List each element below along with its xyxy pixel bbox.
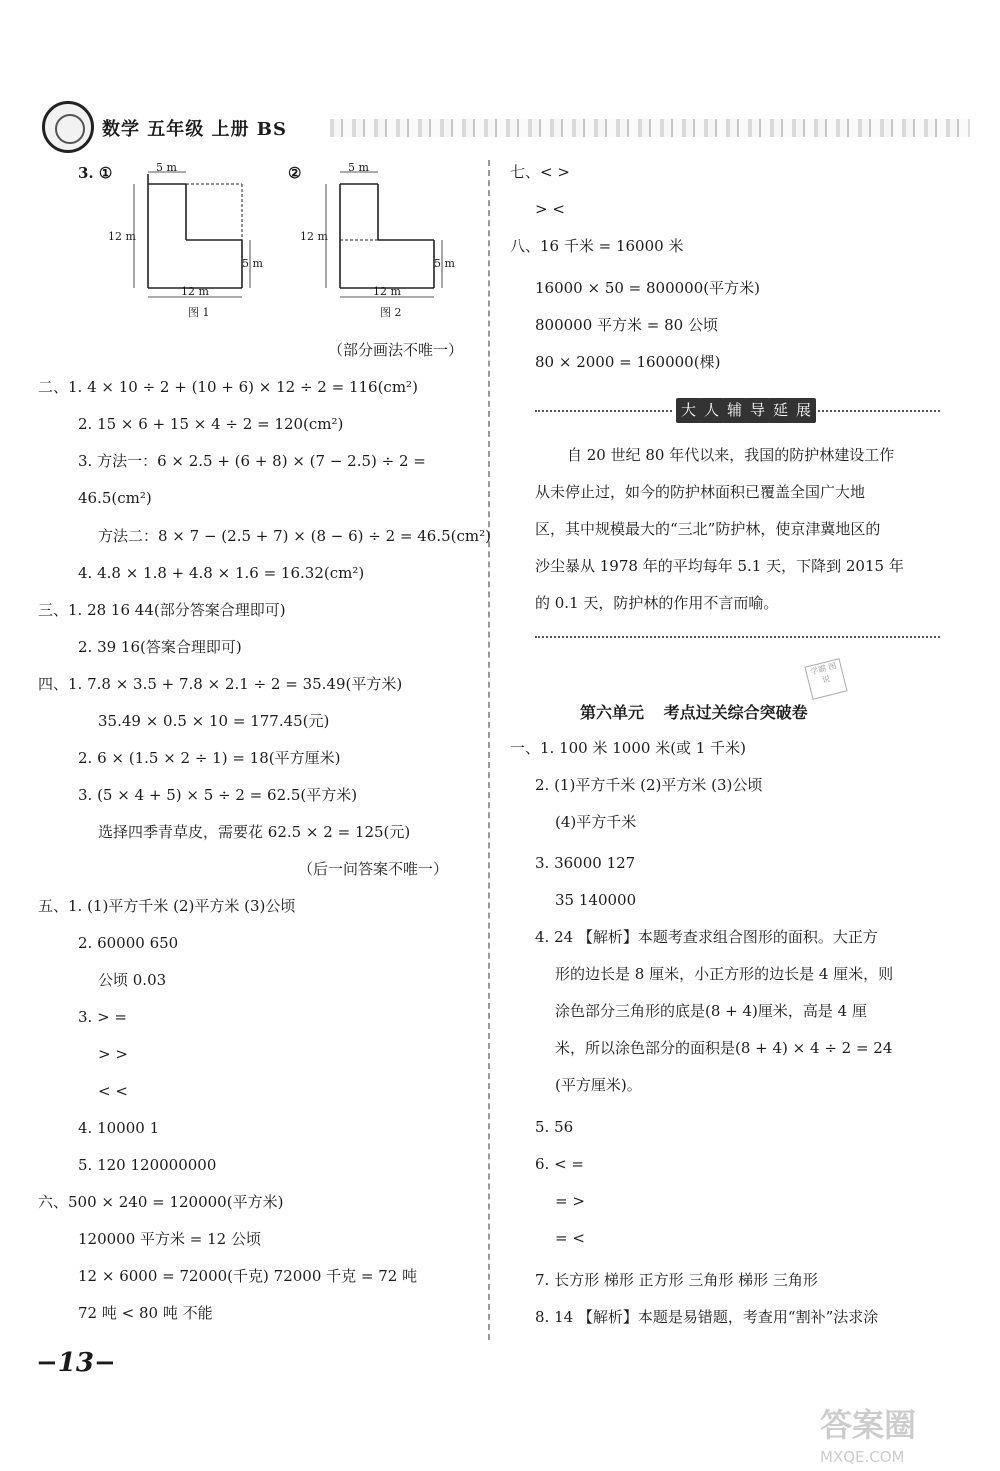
- left-line: > >: [98, 1045, 128, 1063]
- right-line: 800000 平方米 = 80 公顷: [535, 316, 718, 334]
- right-line: 8. 14 【解析】本题是易错题，考查用“割补”法求涂: [535, 1308, 879, 1326]
- left-line: 46.5(cm²): [78, 489, 152, 507]
- right-line: 3. 36000 127: [535, 854, 636, 872]
- left-line: 3. > =: [78, 1008, 127, 1026]
- right-line: 七、< >: [510, 163, 570, 181]
- paragraph-line: 从未停止过，如今的防护林面积已覆盖全国广大地: [535, 483, 866, 501]
- fig2-bottom-label: 12 m: [373, 285, 401, 298]
- left-line: 五、1. (1)平方千米 (2)平方米 (3)公顷: [38, 897, 296, 915]
- fig2-right-label: 5 m: [434, 257, 455, 270]
- left-line: 二、1. 4 × 10 ÷ 2 + (10 + 6) × 12 ÷ 2 = 116(cm²): [38, 378, 418, 396]
- q3-label: 3. ①: [78, 164, 113, 182]
- fig2-caption: 图 2: [380, 306, 402, 319]
- banner-char: 展: [791, 398, 816, 423]
- banner-char: 导: [745, 398, 770, 423]
- paragraph-line: 沙尘暴从 1978 年的平均每年 5.1 天，下降到 2015 年: [535, 557, 904, 575]
- q3-label-2: ②: [288, 164, 302, 182]
- watermark-url: MXQE.COM: [820, 1448, 905, 1466]
- right-line: 4. 24 【解析】本题考查求组合图形的面积。大正方: [535, 928, 878, 946]
- right-line: (平方厘米)。: [555, 1076, 642, 1094]
- left-line: 2. 6 × (1.5 × 2 ÷ 1) = 18(平方厘米): [78, 749, 341, 767]
- note-drawing-not-unique: （部分画法不唯一）: [328, 341, 464, 359]
- stamp-badge: 学霸 图说: [804, 658, 847, 700]
- left-line: 公顷 0.03: [98, 971, 167, 989]
- left-line: 12 × 6000 = 72000(千克) 72000 千克 = 72 吨: [78, 1267, 418, 1285]
- column-divider: [488, 160, 490, 1340]
- right-line: (4)平方千米: [555, 813, 637, 831]
- right-line: 涂色部分三角形的底是(8 + 4)厘米，高是 4 厘: [555, 1002, 867, 1020]
- right-line: 35 140000: [555, 891, 637, 909]
- left-line: 六、500 × 240 = 120000(平方米): [38, 1193, 284, 1211]
- fig1-right-label: 5 m: [242, 257, 263, 270]
- left-line: 3. (5 × 4 + 5) × 5 ÷ 2 = 62.5(平方米): [78, 786, 358, 804]
- banner-char: 大: [676, 398, 701, 423]
- left-line: 2. 60000 650: [78, 934, 179, 952]
- right-line: 5. 56: [535, 1118, 574, 1136]
- right-line: 2. (1)平方千米 (2)平方米 (3)公顷: [535, 776, 763, 794]
- left-line: < <: [98, 1082, 128, 1100]
- header-decoration: [330, 119, 970, 137]
- left-line: 72 吨 < 80 吨 不能: [78, 1304, 213, 1322]
- paragraph-line: 的 0.1 天，防护林的作用不言而喻。: [535, 594, 779, 612]
- right-line: 八、16 千米 = 16000 米: [510, 237, 684, 255]
- left-line: 2. 15 × 6 + 15 × 4 ÷ 2 = 120(cm²): [78, 415, 344, 433]
- figure-2: [300, 160, 470, 329]
- fig2-left-label: 12 m: [300, 230, 328, 243]
- right-line: 一、1. 100 米 1000 米(或 1 千米): [510, 739, 746, 757]
- banner-char: 延: [768, 398, 793, 423]
- right-line: = <: [555, 1229, 585, 1247]
- right-line: 16000 × 50 = 800000(平方米): [535, 279, 760, 297]
- left-line: （后一问答案不唯一）: [298, 860, 449, 878]
- left-line: 方法二：8 × 7 − (2.5 + 7) × (8 − 6) ÷ 2 = 46.5(cm²): [98, 527, 491, 545]
- right-line: 米，所以涂色部分的面积是(8 + 4) × 4 ÷ 2 = 24: [555, 1039, 893, 1057]
- left-line: 4. 4.8 × 1.8 + 4.8 × 1.6 = 16.32(cm²): [78, 564, 365, 582]
- figure-1: [108, 160, 278, 329]
- left-line: 四、1. 7.8 × 3.5 + 7.8 × 2.1 ÷ 2 = 35.49(平方米): [38, 675, 403, 693]
- right-line: 7. 长方形 梯形 正方形 三角形 梯形 三角形: [535, 1271, 818, 1289]
- banner-rule-left: [535, 410, 672, 412]
- left-line: 120000 平方米 = 12 公顷: [78, 1230, 261, 1248]
- right-line: 6. < =: [535, 1155, 584, 1173]
- publisher-logo-icon: [42, 101, 94, 153]
- paragraph-line: 区，其中规模最大的“三北”防护林，使京津冀地区的: [535, 520, 881, 538]
- left-line: 三、1. 28 16 44(部分答案合理即可): [38, 601, 286, 619]
- section-separator: [535, 636, 940, 638]
- section-title: 第六单元 考点过关综合突破卷: [580, 703, 808, 722]
- page-header: [30, 95, 970, 157]
- fig2-top-label: 5 m: [348, 161, 369, 174]
- right-line: 形的边长是 8 厘米，小正方形的边长是 4 厘米，则: [555, 965, 894, 983]
- right-line: 80 × 2000 = 160000(棵): [535, 353, 721, 371]
- banner-char: 辅: [722, 398, 747, 423]
- left-line: 35.49 × 0.5 × 10 = 177.45(元): [98, 712, 330, 730]
- banner-char: 人: [699, 398, 724, 423]
- fig1-left-label: 12 m: [108, 230, 136, 243]
- header-title: 数学 五年级 上册 BS: [102, 119, 288, 140]
- left-line: 3. 方法一：6 × 2.5 + (6 + 8) × (7 − 2.5) ÷ 2 =: [78, 452, 426, 470]
- right-line: > <: [535, 200, 565, 218]
- left-line: 2. 39 16(答案合理即可): [78, 638, 242, 656]
- fig1-caption: 图 1: [188, 306, 210, 319]
- left-line: 选择四季青草皮，需要花 62.5 × 2 = 125(元): [98, 823, 411, 841]
- left-line: 4. 10000 1: [78, 1119, 160, 1137]
- page-number: −13−: [36, 1348, 116, 1378]
- left-line: 5. 120 120000000: [78, 1156, 217, 1174]
- fig1-top-label: 5 m: [156, 161, 177, 174]
- right-line: = >: [555, 1192, 585, 1210]
- watermark-logo: 答案圈: [820, 1406, 917, 1444]
- banner-rule-right: [814, 410, 940, 412]
- paragraph-line: 自 20 世纪 80 年代以来，我国的防护林建设工作: [567, 446, 895, 464]
- fig1-bottom-label: 12 m: [181, 285, 209, 298]
